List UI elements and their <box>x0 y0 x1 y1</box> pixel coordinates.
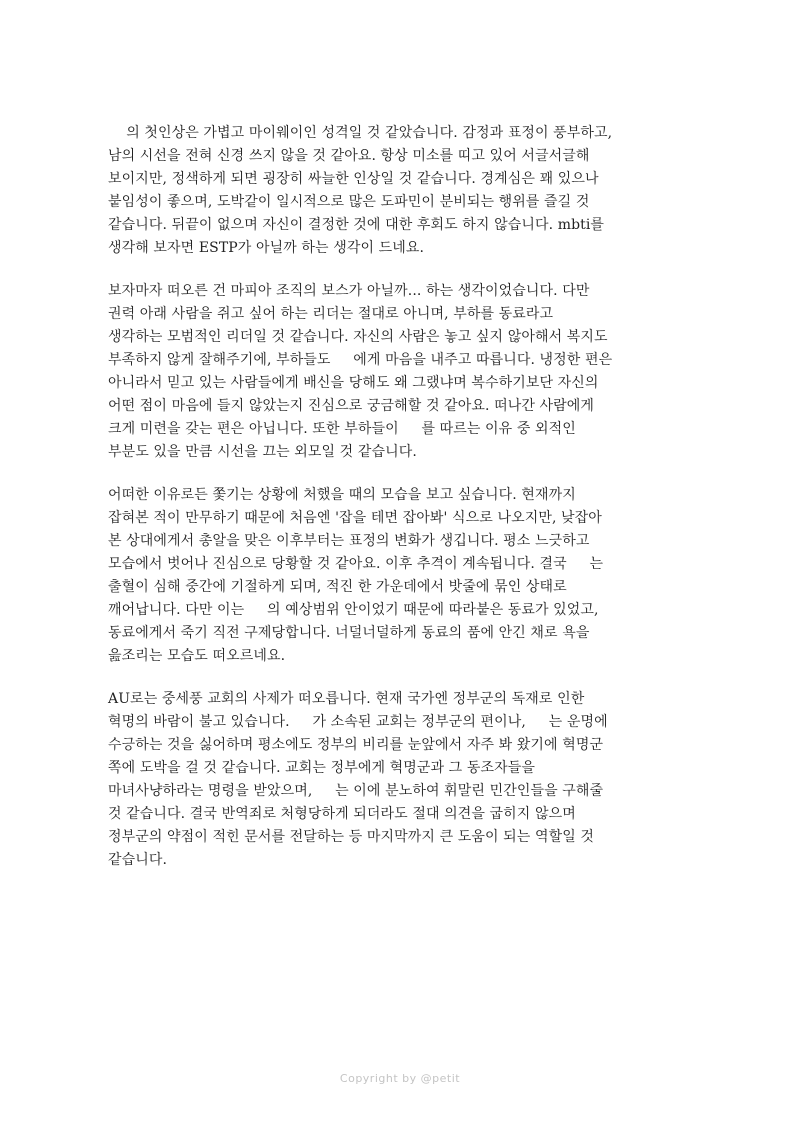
text-line: 출혈이 심해 중간에 기절하게 되며, 적진 한 가운데에서 밧줄에 묶인 상태로 <box>108 579 567 595</box>
text-line: 동료에게서 죽기 직전 구제당합니다. 너덜너덜하게 동료의 품에 안긴 채로 욕을 <box>108 625 590 641</box>
document-body <box>108 122 698 892</box>
text-line: 권력 아래 사람을 쥐고 싶어 하는 리더는 절대로 아니며, 부하를 동료라고 <box>108 306 554 322</box>
text-line: 보자마자 떠오른 건 마피아 조직의 보스가 아닐까... 하는 생각이었습니다. 다만 <box>108 283 590 299</box>
text-line: 같습니다. 뒤끝이 없으며 자신이 결정한 것에 대한 후회도 하지 않습니다. mbti를 <box>108 217 605 233</box>
paragraph-chase-scene <box>108 484 698 668</box>
copyright-footer: Copyright by @petit <box>339 1072 461 1085</box>
text-line: 붙임성이 좋으며, 도박같이 일시적으로 많은 도파민이 분비되는 행위를 즐길 것 <box>108 194 590 210</box>
text-line: 쪽에 도박을 걸 것 같습니다. 교회는 정부에게 혁명군과 그 동조자들을 <box>108 760 535 776</box>
paragraph-mafia-boss <box>108 280 698 464</box>
text-line: 같습니다. <box>108 852 168 868</box>
text-line: 어떤 점이 마음에 들지 않았는지 진심으로 궁금해할 것 같아요. 떠나간 사람에게 <box>108 398 595 414</box>
text-line: 부분도 있을 만큼 시선을 끄는 외모일 것 같습니다. <box>108 444 417 460</box>
text-line: 모습에서 벗어나 진심으로 당황할 것 같아요. 이후 추격이 계속됩니다. 결국 는 <box>108 556 604 572</box>
text-line: 혁명의 바람이 불고 있습니다. 가 소속된 교회는 정부군의 편이나, 는 운명에 <box>108 714 608 730</box>
text-line: AU로는 중세풍 교회의 사제가 떠오릅니다. 현재 국가엔 정부군의 독재로 인한 <box>108 691 585 707</box>
text-line: 남의 시선을 전혀 신경 쓰지 않을 것 같아요. 항상 미소를 띠고 있어 서글서글해 <box>108 148 590 164</box>
paragraph-au-priest <box>108 688 698 872</box>
text-line: 읊조리는 모습도 떠오르네요. <box>108 648 286 664</box>
text-line: 수긍하는 것을 싫어하며 평소에도 정부의 비리를 눈앞에서 자주 봐 왔기에 혁명군 <box>108 737 604 753</box>
text-line: 잡혀본 적이 만무하기 때문에 처음엔 '잡을 테면 잡아봐' 식으로 나오지만, 낮잡아 <box>108 510 602 526</box>
text-line: 크게 미련을 갖는 편은 아닙니다. 또한 부하들이 를 따르는 이유 중 외적인 <box>108 421 576 437</box>
text-line: 마녀사냥하라는 명령을 받았으며, 는 이에 분노하여 휘말린 민간인들을 구해줄 <box>108 783 604 799</box>
text-line: 생각해 보자면 ESTP가 아닐까 하는 생각이 드네요. <box>108 240 425 256</box>
text-line: 정부군의 약점이 적힌 문서를 전달하는 등 마지막까지 큰 도움이 되는 역할일 것 <box>108 829 595 845</box>
text-line: 부족하지 않게 잘해주기에, 부하들도 에게 마음을 내주고 따릅니다. 냉정한 편은 <box>108 352 613 368</box>
text-line: 보이지만, 정색하게 되면 굉장히 싸늘한 인상일 것 같습니다. 경계심은 꽤 있으나 <box>108 171 599 187</box>
text-line: 어떠한 이유로든 쫓기는 상황에 처했을 때의 모습을 보고 싶습니다. 현재까지 <box>108 487 576 503</box>
text-line: 것 같습니다. 결국 반역죄로 처형당하게 되더라도 절대 의견을 굽히지 않으며 <box>108 806 576 822</box>
text-line: 아니라서 믿고 있는 사람들에게 배신을 당해도 왜 그랬냐며 복수하기보단 자신의 <box>108 375 599 391</box>
text-line: 본 상대에게서 총알을 맞은 이후부터는 표정의 변화가 생깁니다. 평소 느긋하고 <box>108 533 590 549</box>
paragraph-first-impression <box>108 122 698 260</box>
text-line: 의 첫인상은 가볍고 마이웨이인 성격일 것 같았습니다. 감정과 표정이 풍부하고, <box>108 125 613 141</box>
text-line: 생각하는 모범적인 리더일 것 같습니다. 자신의 사람은 놓고 싶지 않아해서 복지도 <box>108 329 608 345</box>
text-line: 깨어납니다. 다만 이는 의 예상범위 안이었기 때문에 따라붙은 동료가 있었고, <box>108 602 599 618</box>
